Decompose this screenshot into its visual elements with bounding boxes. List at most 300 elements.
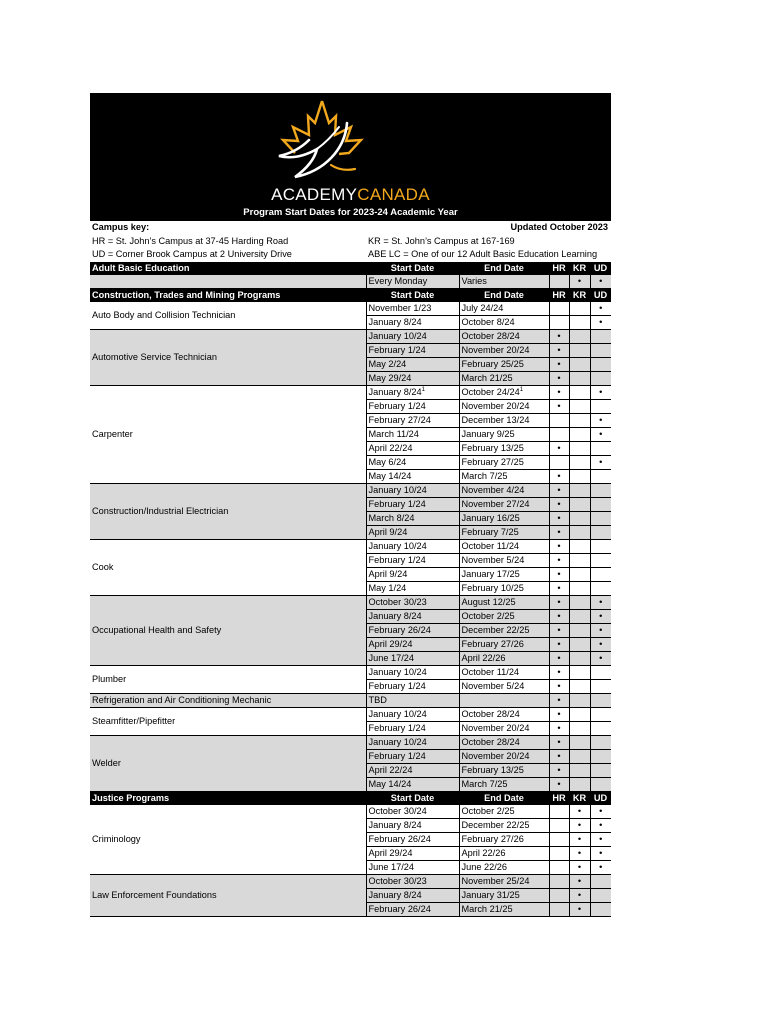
campus-mark-ud [590, 749, 611, 763]
col-header-end: End Date [459, 288, 549, 302]
end-date-text: December 13/24 [461, 414, 530, 425]
bullet-icon-ud: • [590, 651, 611, 665]
bullet-icon-ud: • [590, 805, 611, 819]
campus-mark-ud [590, 888, 611, 902]
start-date-text: May 1/24 [368, 582, 407, 593]
section-title: Adult Basic Education [90, 262, 366, 275]
end-date [459, 371, 549, 385]
page-subtitle: Program Start Dates for 2023-24 Academic Year [243, 207, 458, 218]
start-date [366, 777, 459, 791]
campus-mark-kr [569, 553, 590, 567]
campus-mark-kr [569, 525, 590, 539]
bullet-icon-ud: • [590, 609, 611, 623]
end-date-text: December 22/25 [461, 624, 530, 635]
start-date [366, 413, 459, 427]
end-date-text: January 16/25 [461, 512, 520, 523]
campus-mark-hr [549, 902, 569, 916]
start-date-text: February 1/24 [368, 554, 426, 565]
end-date-text: Varies [461, 275, 487, 286]
bullet-icon-kr: • [569, 902, 590, 916]
campus-mark-hr [549, 860, 569, 874]
start-date-text: February 26/24 [368, 833, 431, 844]
start-date-text: January 10/24 [368, 666, 427, 677]
end-date-text: November 5/24 [461, 680, 525, 691]
end-date [459, 595, 549, 609]
start-date-text: April 29/24 [368, 847, 413, 858]
campus-mark-kr [569, 693, 590, 707]
bullet-icon-ud: • [590, 315, 611, 329]
end-date-text: October 11/24 [461, 666, 520, 677]
start-date [366, 623, 459, 637]
end-date-text: February 10/25 [461, 582, 524, 593]
start-date-text: February 26/24 [368, 624, 431, 635]
end-date-text: March 21/25 [461, 372, 513, 383]
start-date [366, 357, 459, 371]
end-date [459, 637, 549, 651]
bullet-icon-ud: • [590, 637, 611, 651]
start-date-text: February 1/24 [368, 680, 426, 691]
campus-mark-hr [549, 818, 569, 832]
footnote-mark: 1 [519, 386, 524, 393]
start-date [366, 385, 459, 399]
maple-leaf-logo-icon [273, 99, 373, 187]
end-date [459, 553, 549, 567]
section-title: Construction, Trades and Mining Programs [90, 288, 366, 302]
end-date-text: March 21/25 [461, 903, 513, 914]
campus-mark-kr [569, 329, 590, 343]
start-date-text: January 10/24 [368, 708, 427, 719]
col-header-end: End Date [459, 262, 549, 275]
start-date [366, 315, 459, 329]
campus-mark-kr [569, 707, 590, 721]
bullet-icon-ud: • [590, 385, 611, 399]
end-date [459, 721, 549, 735]
end-date-text: August 12/25 [461, 596, 516, 607]
col-header-ud: UD [590, 262, 611, 275]
end-date-text: January 17/25 [461, 568, 520, 579]
campus-mark-kr [569, 427, 590, 441]
campus-mark-kr [569, 399, 590, 413]
end-date [459, 805, 549, 819]
end-date [459, 832, 549, 846]
start-date [366, 805, 459, 819]
campus-mark-kr [569, 623, 590, 637]
campus-mark-ud [590, 721, 611, 735]
start-date [366, 818, 459, 832]
end-date [459, 707, 549, 721]
start-date-text: January 8/24 [368, 386, 422, 397]
col-header-hr: HR [549, 288, 569, 302]
campus-mark-kr [569, 483, 590, 497]
col-header-start: Start Date [366, 262, 459, 275]
end-date-text: November 20/24 [461, 722, 530, 733]
start-date-text: TBD [368, 694, 387, 705]
end-date [459, 581, 549, 595]
campus-mark-kr [569, 777, 590, 791]
schedule-document [90, 93, 611, 917]
table-row [90, 735, 611, 749]
campus-mark-kr [569, 497, 590, 511]
campus-key-label: Campus key: [92, 222, 150, 232]
bullet-icon-kr: • [569, 818, 590, 832]
end-date [459, 483, 549, 497]
end-date-text: February 13/25 [461, 442, 524, 453]
start-date-text: January 8/24 [368, 819, 422, 830]
end-date-text: March 7/25 [461, 778, 508, 789]
campus-mark-hr [549, 413, 569, 427]
end-date-text: October 24/24 [461, 386, 520, 397]
campus-mark-kr [569, 357, 590, 371]
bullet-icon-hr: • [549, 329, 569, 343]
end-date [459, 679, 549, 693]
campus-key-hr: HR = St. John’s Campus at 37-45 Harding Road [92, 235, 289, 246]
start-date-text: April 22/24 [368, 764, 413, 775]
start-date-text: April 9/24 [368, 526, 408, 537]
bullet-icon-ud: • [590, 302, 611, 316]
bullet-icon-hr: • [549, 777, 569, 791]
start-date [366, 553, 459, 567]
table-row [90, 275, 611, 289]
campus-mark-ud [590, 707, 611, 721]
bullet-icon-kr: • [569, 275, 590, 289]
campus-mark-ud [590, 665, 611, 679]
campus-mark-hr [549, 832, 569, 846]
campus-mark-kr [569, 469, 590, 483]
end-date-text: November 20/24 [461, 344, 530, 355]
campus-mark-ud [590, 581, 611, 595]
end-date [459, 693, 549, 707]
bullet-icon-ud: • [590, 860, 611, 874]
start-date [366, 441, 459, 455]
brand-word-canada: CANADA [357, 185, 430, 204]
section-header [90, 288, 611, 302]
campus-mark-kr [569, 665, 590, 679]
campus-mark-kr [569, 302, 590, 316]
campus-mark-ud [590, 357, 611, 371]
start-date [366, 707, 459, 721]
bullet-icon-ud: • [590, 832, 611, 846]
start-date-text: October 30/24 [368, 805, 427, 816]
end-date-text: March 7/25 [461, 470, 508, 481]
bullet-icon-hr: • [549, 707, 569, 721]
bullet-icon-hr: • [549, 637, 569, 651]
campus-mark-kr [569, 735, 590, 749]
bullet-icon-hr: • [549, 651, 569, 665]
bullet-icon-hr: • [549, 665, 569, 679]
campus-mark-kr [569, 763, 590, 777]
bullet-icon-ud: • [590, 275, 611, 289]
campus-key-abe: ABE LC = One of our 12 Adult Basic Education Learning [368, 249, 598, 259]
end-date [459, 427, 549, 441]
end-date [459, 665, 549, 679]
start-date [366, 832, 459, 846]
start-date-text: January 8/24 [368, 316, 422, 327]
bullet-icon-ud: • [590, 455, 611, 469]
campus-mark-ud [590, 469, 611, 483]
bullet-icon-kr: • [569, 874, 590, 888]
program-name: Automotive Service Technician [90, 329, 366, 385]
start-date [366, 888, 459, 902]
end-date-text: February 25/25 [461, 358, 524, 369]
start-date [366, 399, 459, 413]
footnote-mark: 1 [421, 386, 425, 393]
end-date [459, 511, 549, 525]
bullet-icon-hr: • [549, 343, 569, 357]
section-header [90, 262, 611, 275]
end-date [459, 902, 549, 916]
campus-mark-ud [590, 497, 611, 511]
bullet-icon-hr: • [549, 385, 569, 399]
campus-mark-kr [569, 455, 590, 469]
start-date [366, 651, 459, 665]
start-date-text: October 30/23 [368, 875, 427, 886]
end-date [459, 846, 549, 860]
start-date-text: January 10/24 [368, 736, 427, 747]
table-row [90, 385, 611, 399]
campus-mark-ud [590, 777, 611, 791]
program-name: Refrigeration and Air Conditioning Mechanic [90, 693, 366, 707]
end-date-text: November 27/24 [461, 498, 530, 509]
bullet-icon-hr: • [549, 525, 569, 539]
campus-mark-kr [569, 413, 590, 427]
start-date-text: February 26/24 [368, 903, 431, 914]
end-date [459, 315, 549, 329]
campus-mark-hr [549, 805, 569, 819]
start-date-text: Every Monday [368, 275, 428, 286]
bullet-icon-hr: • [549, 595, 569, 609]
bullet-icon-kr: • [569, 888, 590, 902]
start-date-text: May 2/24 [368, 358, 407, 369]
campus-mark-kr [569, 581, 590, 595]
campus-mark-ud [590, 343, 611, 357]
end-date [459, 818, 549, 832]
end-date-text: November 20/24 [461, 750, 530, 761]
campus-mark-ud [590, 399, 611, 413]
end-date [459, 455, 549, 469]
updated-date: Updated October 2023 [510, 222, 608, 232]
program-name: Law Enforcement Foundations [90, 874, 366, 916]
program-name: Welder [90, 735, 366, 791]
campus-mark-ud [590, 539, 611, 553]
bullet-icon-ud: • [590, 818, 611, 832]
bullet-icon-kr: • [569, 805, 590, 819]
start-date [366, 860, 459, 874]
end-date-text: October 28/24 [461, 736, 520, 747]
end-date [459, 385, 549, 399]
table-row [90, 483, 611, 497]
end-date [459, 539, 549, 553]
start-date [366, 455, 459, 469]
start-date [366, 329, 459, 343]
campus-mark-hr [549, 315, 569, 329]
col-header-ud: UD [590, 288, 611, 302]
bullet-icon-hr: • [549, 371, 569, 385]
start-date [366, 371, 459, 385]
start-date [366, 275, 459, 289]
campus-mark-kr [569, 539, 590, 553]
start-date-text: October 30/23 [368, 596, 427, 607]
end-date-text: November 5/24 [461, 554, 525, 565]
bullet-icon-hr: • [549, 623, 569, 637]
bullet-icon-hr: • [549, 469, 569, 483]
end-date [459, 609, 549, 623]
end-date-text: November 25/24 [461, 875, 530, 886]
start-date [366, 763, 459, 777]
end-date-text: October 11/24 [461, 540, 520, 551]
start-date [366, 483, 459, 497]
bullet-icon-kr: • [569, 860, 590, 874]
start-date-text: January 8/24 [368, 889, 422, 900]
campus-mark-ud [590, 693, 611, 707]
start-date [366, 637, 459, 651]
campus-mark-hr [549, 302, 569, 316]
start-date-text: May 29/24 [368, 372, 412, 383]
bullet-icon-hr: • [549, 609, 569, 623]
bullet-icon-kr: • [569, 832, 590, 846]
table-row [90, 693, 611, 707]
program-name: Auto Body and Collision Technician [90, 302, 366, 330]
bullet-icon-hr: • [549, 693, 569, 707]
end-date [459, 651, 549, 665]
bullet-icon-hr: • [549, 441, 569, 455]
program-name: Plumber [90, 665, 366, 693]
campus-key-ud: UD = Corner Brook Campus at 2 University Drive [92, 249, 292, 259]
bullet-icon-hr: • [549, 483, 569, 497]
start-date [366, 343, 459, 357]
section-title: Justice Programs [90, 791, 366, 805]
start-date [366, 469, 459, 483]
program-name: Occupational Health and Safety [90, 595, 366, 665]
campus-mark-hr [549, 846, 569, 860]
start-date-text: January 10/24 [368, 330, 427, 341]
start-date-text: January 10/24 [368, 484, 427, 495]
start-date [366, 749, 459, 763]
end-date-text: October 28/24 [461, 708, 520, 719]
table-row [90, 805, 611, 819]
campus-key-kr: KR = St. John’s Campus at 167-169 [368, 235, 515, 246]
bullet-icon-hr: • [549, 581, 569, 595]
table-row [90, 707, 611, 721]
start-date-text: June 17/24 [368, 652, 414, 663]
end-date [459, 525, 549, 539]
campus-mark-ud [590, 902, 611, 916]
campus-mark-ud [590, 874, 611, 888]
end-date [459, 329, 549, 343]
start-date [366, 693, 459, 707]
start-date-text: April 22/24 [368, 442, 413, 453]
end-date-text: February 27/26 [461, 638, 524, 649]
end-date-text: October 28/24 [461, 330, 520, 341]
campus-mark-ud [590, 553, 611, 567]
col-header-start: Start Date [366, 791, 459, 805]
bullet-icon-ud: • [590, 413, 611, 427]
bullet-icon-ud: • [590, 427, 611, 441]
end-date-text: June 22/26 [461, 861, 507, 872]
start-date [366, 679, 459, 693]
end-date [459, 567, 549, 581]
bullet-icon-hr: • [549, 735, 569, 749]
bullet-icon-hr: • [549, 749, 569, 763]
col-header-end: End Date [459, 791, 549, 805]
end-date [459, 763, 549, 777]
start-date-text: February 1/24 [368, 722, 426, 733]
campus-mark-ud [590, 483, 611, 497]
end-date-text: October 8/24 [461, 316, 515, 327]
end-date-text: January 9/25 [461, 428, 515, 439]
end-date-text: February 13/25 [461, 764, 524, 775]
col-header-ud: UD [590, 791, 611, 805]
table-row [90, 539, 611, 553]
start-date [366, 567, 459, 581]
end-date-text: October 2/25 [461, 610, 515, 621]
brand-wordmark [90, 185, 611, 205]
campus-mark-kr [569, 749, 590, 763]
start-date [366, 874, 459, 888]
start-date [366, 665, 459, 679]
table-row [90, 329, 611, 343]
campus-mark-kr [569, 385, 590, 399]
start-date [366, 539, 459, 553]
end-date [459, 275, 549, 289]
end-date-text: July 24/24 [461, 302, 504, 313]
campus-mark-ud [590, 763, 611, 777]
campus-mark-kr [569, 567, 590, 581]
end-date [459, 399, 549, 413]
campus-key [90, 221, 611, 262]
brand-word-academy: ACADEMY [271, 185, 358, 204]
end-date-text: December 22/25 [461, 819, 530, 830]
bullet-icon-ud: • [590, 846, 611, 860]
campus-mark-hr [549, 874, 569, 888]
bullet-icon-hr: • [549, 679, 569, 693]
start-date [366, 302, 459, 316]
campus-mark-hr [549, 888, 569, 902]
campus-mark-ud [590, 525, 611, 539]
bullet-icon-hr: • [549, 567, 569, 581]
campus-mark-hr [549, 427, 569, 441]
campus-mark-ud [590, 567, 611, 581]
program-name: Cook [90, 539, 366, 595]
start-date [366, 735, 459, 749]
campus-mark-ud [590, 679, 611, 693]
bullet-icon-hr: • [549, 357, 569, 371]
start-date-text: March 11/24 [368, 428, 419, 439]
campus-mark-kr [569, 637, 590, 651]
campus-mark-kr [569, 371, 590, 385]
campus-mark-kr [569, 595, 590, 609]
bullet-icon-hr: • [549, 511, 569, 525]
campus-mark-kr [569, 679, 590, 693]
start-date-text: May 14/24 [368, 470, 412, 481]
start-date [366, 581, 459, 595]
start-date-text: April 29/24 [368, 638, 413, 649]
end-date [459, 623, 549, 637]
header-banner [90, 93, 611, 221]
bullet-icon-hr: • [549, 721, 569, 735]
end-date-text: April 22/26 [461, 652, 506, 663]
end-date [459, 469, 549, 483]
start-date [366, 595, 459, 609]
col-header-hr: HR [549, 262, 569, 275]
start-date-text: May 6/24 [368, 456, 407, 467]
program-name: Construction/Industrial Electrician [90, 483, 366, 539]
start-date [366, 497, 459, 511]
end-date-text: January 31/25 [461, 889, 520, 900]
start-date-text: June 17/24 [368, 861, 414, 872]
col-header-hr: HR [549, 791, 569, 805]
campus-mark-ud [590, 371, 611, 385]
end-date [459, 441, 549, 455]
